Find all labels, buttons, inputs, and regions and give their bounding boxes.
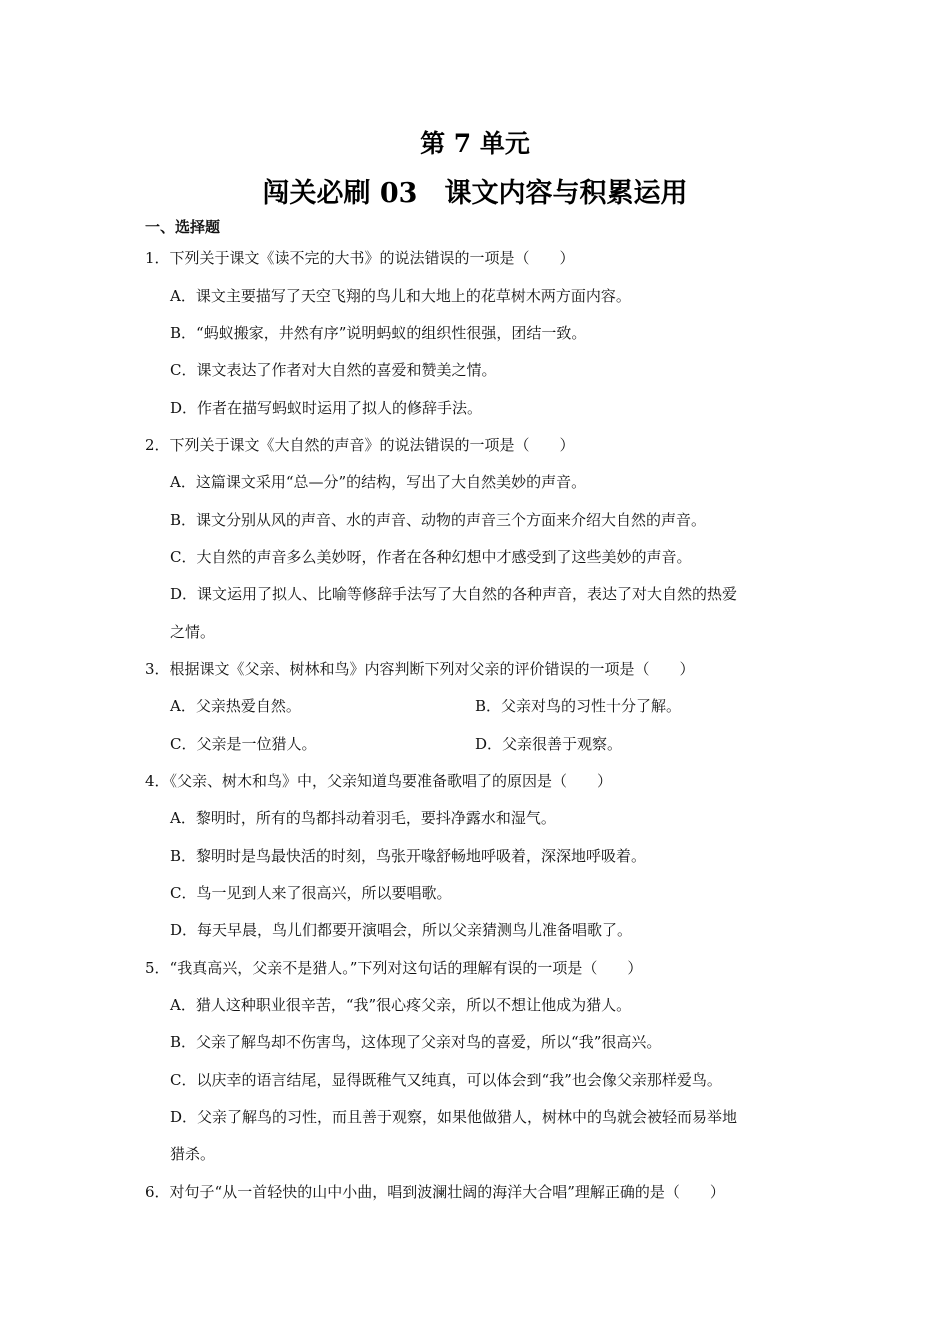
question-5-stem: 5．“我真高兴，父亲不是猎人。”下列对这句话的理解有误的一项是（ ）	[145, 959, 643, 977]
page-title: 闯关必刷 03 课文内容与积累运用	[262, 178, 688, 209]
section-label: 一、选择题	[145, 218, 221, 236]
question-2-option-d: D．课文运用了拟人、比喻等修辞手法写了大自然的各种声音，表达了对大自然的热爱	[170, 585, 738, 603]
question-1-option-b: B．“蚂蚁搬家，井然有序”说明蚂蚁的组织性很强，团结一致。	[170, 324, 587, 342]
question-2-stem: 2．下列关于课文《大自然的声音》的说法错误的一项是（ ）	[145, 436, 575, 454]
question-3-option-c: C．父亲是一位猎人。	[170, 735, 317, 753]
question-1-option-a: A．课文主要描写了天空飞翔的鸟儿和大地上的花草树木两方面内容。	[170, 287, 631, 305]
question-4-option-a: A．黎明时，所有的鸟都抖动着羽毛，要抖净露水和湿气。	[170, 809, 556, 827]
question-4-option-d: D．每天早晨，鸟儿们都要开演唱会，所以父亲猜测鸟儿准备唱歌了。	[170, 921, 633, 939]
question-6-stem: 6．对句子“从一首轻快的山中小曲，唱到波澜壮阔的海洋大合唱”理解正确的是（ ）	[145, 1183, 725, 1201]
question-5-option-d-continued: 猎杀。	[170, 1145, 216, 1163]
question-2-option-a: A．这篇课文采用“总—分”的结构，写出了大自然美妙的声音。	[170, 473, 587, 491]
question-3-option-d: D．父亲很善于观察。	[475, 735, 623, 753]
question-4-option-b: B．黎明时是鸟最快活的时刻，鸟张开喙舒畅地呼吸着，深深地呼吸着。	[170, 847, 647, 865]
question-2-option-c: C．大自然的声音多么美妙呀，作者在各种幻想中才感受到了这些美妙的声音。	[170, 548, 692, 566]
question-4-option-c: C．鸟一见到人来了很高兴，所以要唱歌。	[170, 884, 452, 902]
question-1-stem: 1．下列关于课文《读不完的大书》的说法错误的一项是（ ）	[145, 249, 575, 267]
question-3-option-b: B．父亲对鸟的习性十分了解。	[475, 697, 682, 715]
question-4-stem: 4．《父亲、树木和鸟》中，父亲知道鸟要准备歌唱了的原因是（ ）	[145, 772, 613, 790]
question-5-option-b: B．父亲了解鸟却不伤害鸟，这体现了父亲对鸟的喜爱，所以“我”很高兴。	[170, 1033, 662, 1051]
question-5-option-d: D．父亲了解鸟的习性，而且善于观察，如果他做猎人，树林中的鸟就会被轻而易举地	[170, 1108, 738, 1126]
question-1-option-d: D．作者在描写蚂蚁时运用了拟人的修辞手法。	[170, 399, 483, 417]
question-2-option-b: B．课文分别从风的声音、水的声音、动物的声音三个方面来介绍大自然的声音。	[170, 511, 707, 529]
question-2-option-d-continued: 之情。	[170, 623, 216, 641]
question-5-option-c: C．以庆幸的语言结尾，显得既稚气又纯真，可以体会到“我”也会像父亲那样爱鸟。	[170, 1071, 722, 1089]
question-3-option-a: A．父亲热爱自然。	[170, 697, 301, 715]
question-3-stem: 3．根据课文《父亲、树林和鸟》内容判断下列对父亲的评价错误的一项是（ ）	[145, 660, 695, 678]
question-5-option-a: A．猎人这种职业很辛苦，“我”很心疼父亲，所以不想让他成为猎人。	[170, 996, 632, 1014]
question-1-option-c: C．课文表达了作者对大自然的喜爱和赞美之情。	[170, 361, 497, 379]
unit-heading: 第 7 单元	[420, 129, 530, 158]
